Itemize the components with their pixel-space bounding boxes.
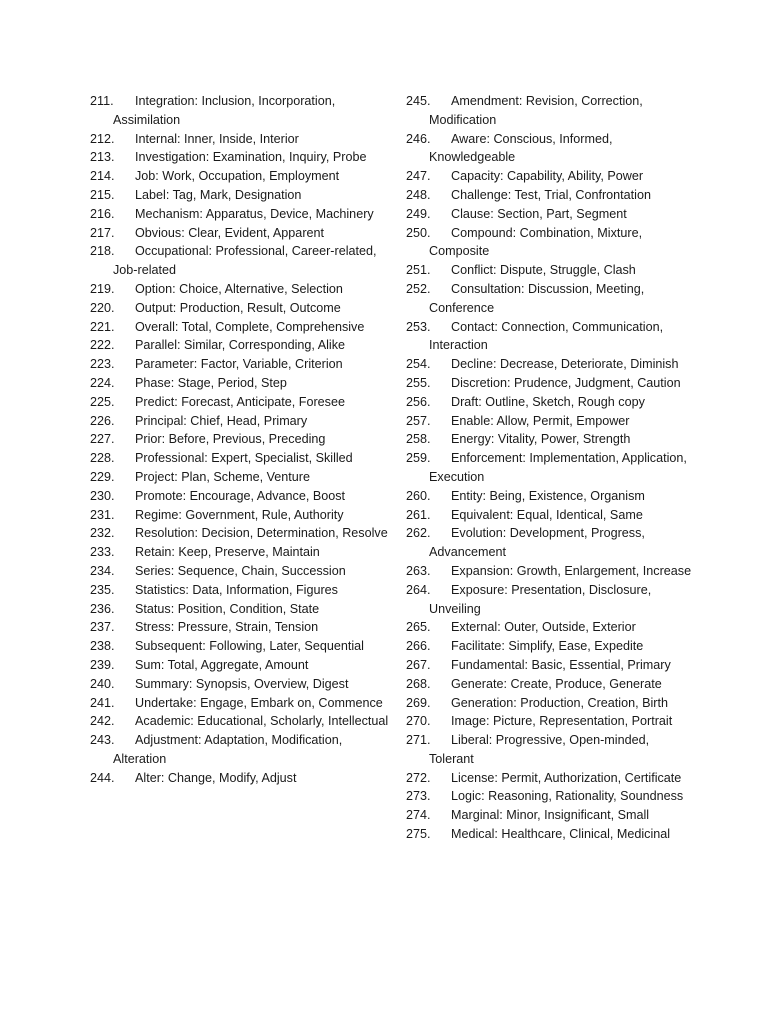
list-item: [90, 148, 390, 167]
list-item: [406, 787, 696, 806]
list-item: [90, 468, 390, 487]
item-text: Alter: Change, Modify, Adjust: [135, 770, 297, 785]
item-number: 240.: [90, 676, 115, 691]
item-number: 234.: [90, 563, 115, 578]
item-number: 248.: [406, 187, 431, 202]
item-number: 211.: [90, 94, 114, 108]
item-number: 271.: [406, 733, 431, 748]
item-number: 212.: [90, 131, 115, 146]
list-item: [406, 712, 696, 731]
item-text: Output: Production, Result, Outcome: [135, 300, 341, 315]
item-text: Exposure: Presentation, Disclosure, Unveiling: [429, 582, 652, 616]
item-number: 270.: [406, 714, 431, 729]
list-item: [90, 694, 390, 713]
list-item: [406, 92, 696, 130]
item-text: Aware: Conscious, Informed, Knowledgeable: [429, 131, 613, 165]
list-item: [406, 412, 696, 431]
item-number: 254.: [406, 357, 431, 372]
list-item: [406, 524, 696, 562]
list-item: [406, 675, 696, 694]
item-text: Subsequent: Following, Later, Sequential: [135, 639, 364, 654]
list-item: [90, 581, 390, 600]
item-number: 215.: [90, 187, 115, 202]
item-number: 233.: [90, 545, 115, 560]
list-item: [90, 731, 390, 769]
item-number: 250.: [406, 225, 431, 240]
item-number: 227.: [90, 432, 115, 447]
item-number: 245.: [406, 94, 431, 108]
item-number: 216.: [90, 206, 115, 221]
item-text: Series: Sequence, Chain, Succession: [135, 563, 346, 578]
item-number: 230.: [90, 488, 115, 503]
list-item: [406, 205, 696, 224]
list-item: [90, 712, 390, 731]
item-number: 275.: [406, 827, 431, 842]
item-number: 213.: [90, 150, 115, 165]
item-text: Phase: Stage, Period, Step: [135, 375, 287, 390]
item-text: Stress: Pressure, Strain, Tension: [135, 620, 319, 635]
list-item: [90, 280, 390, 299]
item-number: 223.: [90, 357, 115, 372]
list-item: [90, 562, 390, 581]
list-item: [90, 92, 390, 130]
list-item: [90, 167, 390, 186]
item-number: 244.: [90, 770, 115, 785]
list-item: [90, 393, 390, 412]
item-text: Overall: Total, Complete, Comprehensive: [135, 319, 365, 334]
item-text: Draft: Outline, Sketch, Rough copy: [451, 394, 645, 409]
item-number: 224.: [90, 375, 115, 390]
list-item: [90, 618, 390, 637]
list-item: [406, 694, 696, 713]
item-text: Consultation: Discussion, Meeting, Conference: [429, 281, 645, 315]
list-item: [406, 562, 696, 581]
list-item: [90, 355, 390, 374]
item-text: Label: Tag, Mark, Designation: [135, 187, 302, 202]
item-text: Conflict: Dispute, Struggle, Clash: [451, 263, 636, 278]
list-item: [90, 130, 390, 149]
item-text: Medical: Healthcare, Clinical, Medicinal: [451, 827, 671, 842]
list-item: [90, 186, 390, 205]
list-item: [406, 374, 696, 393]
item-text: Evolution: Development, Progress, Advancement: [429, 526, 645, 560]
item-number: 265.: [406, 620, 431, 635]
list-item: [406, 280, 696, 318]
list-item: [406, 355, 696, 374]
list-item: [90, 430, 390, 449]
item-text: Summary: Synopsis, Overview, Digest: [135, 676, 349, 691]
item-number: 262.: [406, 526, 431, 541]
item-text: Option: Choice, Alternative, Selection: [135, 281, 343, 296]
item-number: 273.: [406, 789, 431, 804]
item-number: 253.: [406, 319, 431, 334]
item-number: 259.: [406, 451, 431, 466]
list-item: [90, 600, 390, 619]
list-item: [90, 242, 390, 280]
item-number: 229.: [90, 469, 115, 484]
item-number: 257.: [406, 413, 431, 428]
item-text: Integration: Inclusion, Incorporation, Assimilation: [113, 94, 336, 127]
item-text: Fundamental: Basic, Essential, Primary: [451, 657, 671, 672]
vocabulary-list: [90, 92, 390, 787]
list-item: [406, 224, 696, 262]
item-number: 235.: [90, 582, 115, 597]
item-number: 261.: [406, 507, 431, 522]
item-text: Parameter: Factor, Variable, Criterion: [135, 357, 343, 372]
item-text: Amendment: Revision, Correction, Modification: [429, 94, 643, 127]
item-text: Liberal: Progressive, Open-minded, Tolerant: [429, 733, 650, 766]
list-item: [90, 656, 390, 675]
list-item: [406, 637, 696, 656]
list-item: [90, 506, 390, 525]
item-text: Compound: Combination, Mixture, Composite: [429, 225, 643, 259]
list-item: [406, 769, 696, 788]
item-text: Academic: Educational, Scholarly, Intellectual: [135, 714, 389, 729]
item-number: 220.: [90, 300, 115, 315]
item-number: 218.: [90, 244, 115, 259]
list-item: [406, 130, 696, 168]
item-text: Generate: Create, Produce, Generate: [451, 676, 662, 691]
item-text: Undertake: Engage, Embark on, Commence: [135, 695, 383, 710]
item-text: Principal: Chief, Head, Primary: [135, 413, 308, 428]
list-item: [406, 656, 696, 675]
item-number: 274.: [406, 808, 431, 823]
list-item: [406, 806, 696, 825]
item-text: License: Permit, Authorization, Certificate: [451, 770, 682, 785]
list-item: [90, 543, 390, 562]
item-text: Status: Position, Condition, State: [135, 601, 320, 616]
item-text: Job: Work, Occupation, Employment: [135, 169, 340, 184]
item-number: 260.: [406, 488, 431, 503]
item-number: 228.: [90, 451, 115, 466]
item-text: Mechanism: Apparatus, Device, Machinery: [135, 206, 374, 221]
item-number: 256.: [406, 394, 431, 409]
item-number: 269.: [406, 695, 431, 710]
list-item: [90, 524, 390, 543]
list-item: [406, 487, 696, 506]
list-item: [406, 731, 696, 769]
list-item: [90, 412, 390, 431]
item-text: Retain: Keep, Preserve, Maintain: [135, 545, 320, 560]
item-text: Decline: Decrease, Deteriorate, Diminish: [451, 357, 679, 372]
item-number: 214.: [90, 169, 115, 184]
item-text: Promote: Encourage, Advance, Boost: [135, 488, 346, 503]
item-number: 231.: [90, 507, 115, 522]
item-number: 242.: [90, 714, 115, 729]
item-number: 255.: [406, 375, 431, 390]
item-number: 268.: [406, 676, 431, 691]
list-item: [90, 769, 390, 788]
item-number: 267.: [406, 657, 431, 672]
list-item: [90, 205, 390, 224]
item-text: Sum: Total, Aggregate, Amount: [135, 657, 309, 672]
list-item: [90, 299, 390, 318]
item-number: 241.: [90, 695, 115, 710]
item-number: 221.: [90, 319, 115, 334]
list-item: [90, 675, 390, 694]
item-text: Occupational: Professional, Career-related, Job-related: [113, 244, 377, 278]
item-text: Predict: Forecast, Anticipate, Foresee: [135, 394, 345, 409]
item-text: External: Outer, Outside, Exterior: [451, 620, 636, 635]
list-item: [406, 581, 696, 619]
item-text: Generation: Production, Creation, Birth: [451, 695, 669, 710]
item-text: Statistics: Data, Information, Figures: [135, 582, 338, 597]
item-text: Adjustment: Adaptation, Modification, Alteration: [113, 733, 343, 766]
list-item: [90, 487, 390, 506]
right-column: [406, 92, 696, 844]
item-number: 263.: [406, 563, 431, 578]
list-item: [90, 449, 390, 468]
item-text: Image: Picture, Representation, Portrait: [451, 714, 673, 729]
item-text: Facilitate: Simplify, Ease, Expedite: [451, 639, 644, 654]
list-item: [90, 374, 390, 393]
item-number: 266.: [406, 639, 431, 654]
item-number: 219.: [90, 281, 115, 296]
item-text: Discretion: Prudence, Judgment, Caution: [451, 375, 681, 390]
item-text: Equivalent: Equal, Identical, Same: [451, 507, 643, 522]
item-number: 217.: [90, 225, 115, 240]
item-text: Energy: Vitality, Power, Strength: [451, 432, 631, 447]
list-item: [406, 393, 696, 412]
item-text: Capacity: Capability, Ability, Power: [451, 169, 644, 184]
item-text: Marginal: Minor, Insignificant, Small: [451, 808, 650, 823]
list-item: [90, 318, 390, 337]
vocabulary-list: [406, 92, 696, 844]
list-item: [406, 430, 696, 449]
item-text: Investigation: Examination, Inquiry, Probe: [135, 150, 367, 165]
item-text: Entity: Being, Existence, Organism: [451, 488, 645, 503]
left-column: [90, 92, 390, 787]
item-text: Enable: Allow, Permit, Empower: [451, 413, 630, 428]
list-item: [406, 449, 696, 487]
item-text: Obvious: Clear, Evident, Apparent: [135, 225, 325, 240]
item-number: 252.: [406, 281, 431, 296]
list-item: [90, 637, 390, 656]
item-number: 249.: [406, 206, 431, 221]
item-number: 247.: [406, 169, 431, 184]
item-text: Parallel: Similar, Corresponding, Alike: [135, 338, 345, 353]
item-number: 239.: [90, 657, 115, 672]
list-item: [406, 261, 696, 280]
list-item: [406, 506, 696, 525]
item-number: 246.: [406, 131, 431, 146]
list-item: [90, 336, 390, 355]
item-number: 251.: [406, 263, 431, 278]
item-number: 222.: [90, 338, 115, 353]
item-number: 258.: [406, 432, 431, 447]
item-number: 264.: [406, 582, 431, 597]
item-text: Internal: Inner, Inside, Interior: [135, 131, 299, 146]
list-item: [406, 318, 696, 356]
item-number: 272.: [406, 770, 431, 785]
list-item: [90, 224, 390, 243]
item-text: Enforcement: Implementation, Application, Execution: [429, 451, 687, 484]
item-number: 226.: [90, 413, 115, 428]
list-item: [406, 825, 696, 844]
item-text: Resolution: Decision, Determination, Resolve: [135, 526, 388, 541]
item-text: Challenge: Test, Trial, Confrontation: [451, 187, 651, 202]
item-text: Logic: Reasoning, Rationality, Soundness: [451, 789, 684, 804]
item-number: 236.: [90, 601, 115, 616]
item-number: 238.: [90, 639, 115, 654]
list-item: [406, 167, 696, 186]
item-text: Professional: Expert, Specialist, Skilled: [135, 451, 353, 466]
item-text: Regime: Government, Rule, Authority: [135, 507, 344, 522]
item-number: 232.: [90, 526, 115, 541]
list-item: [406, 186, 696, 205]
item-number: 237.: [90, 620, 115, 635]
item-text: Expansion: Growth, Enlargement, Increase: [451, 563, 692, 578]
item-text: Project: Plan, Scheme, Venture: [135, 469, 311, 484]
item-number: 225.: [90, 394, 115, 409]
item-text: Prior: Before, Previous, Preceding: [135, 432, 326, 447]
item-text: Clause: Section, Part, Segment: [451, 206, 627, 221]
list-item: [406, 618, 696, 637]
item-number: 243.: [90, 733, 115, 748]
item-text: Contact: Connection, Communication, Interaction: [429, 319, 664, 353]
